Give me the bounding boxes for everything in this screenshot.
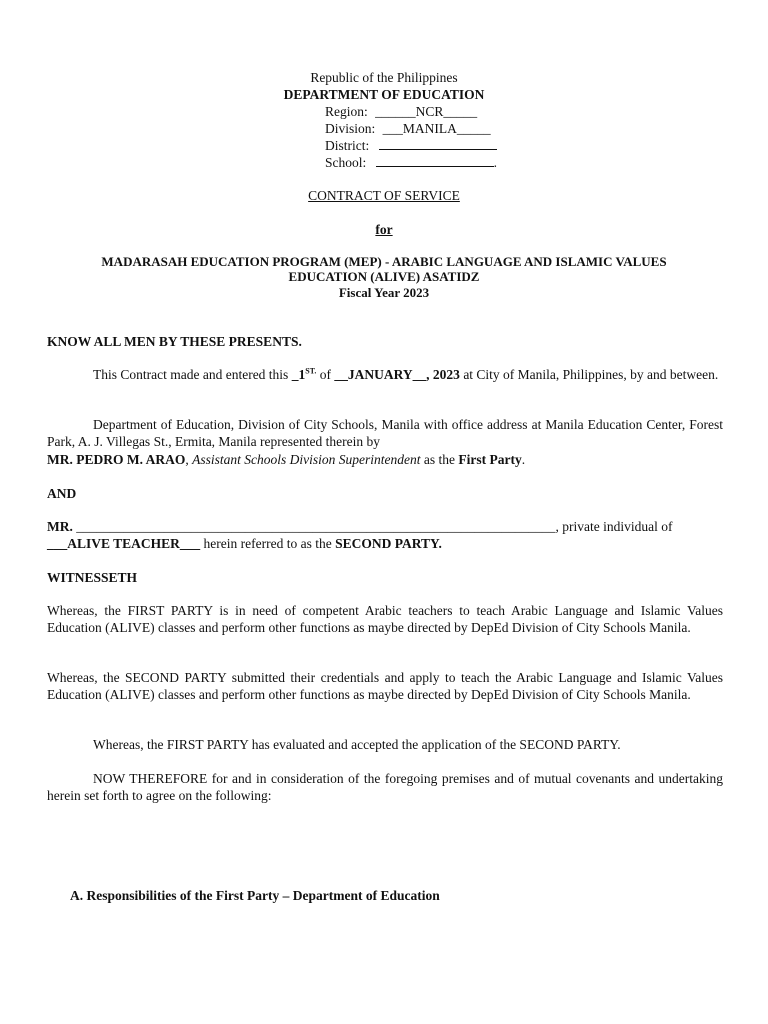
representative-name: MR. PEDRO M. ARAO — [47, 452, 186, 467]
first-party-label: First Party — [458, 452, 522, 467]
contract-day: _1 — [291, 367, 306, 382]
district-blank — [379, 137, 497, 150]
second-party-name-line: MR. _______________________________________________________________________, private individual of — [47, 519, 673, 534]
know-all-heading: KNOW ALL MEN BY THESE PRESENTS. — [47, 334, 302, 349]
program-line-1: MADARASAH EDUCATION PROGRAM (MEP) - ARABIC LANGUAGE AND ISLAMIC VALUES — [101, 254, 667, 269]
and-heading: AND — [47, 486, 77, 501]
representative-title: Assistant Schools Division Superintendent — [192, 452, 421, 467]
school-blank — [376, 154, 494, 167]
department-line: DEPARTMENT OF EDUCATION — [283, 87, 485, 102]
program-line-2: EDUCATION (ALIVE) ASATIDZ — [288, 269, 480, 284]
school-row: School: . — [325, 155, 498, 170]
for-label: for — [375, 222, 393, 237]
division-value: ___MANILA_____ — [382, 121, 491, 136]
contract-month-year: __JANUARY__, 2023 — [334, 367, 460, 382]
whereas-paragraph-3: Whereas, the FIRST PARTY has evaluated and accepted the application of the SECOND PARTY. — [93, 737, 621, 752]
district-row — [325, 137, 497, 154]
fiscal-year: Fiscal Year 2023 — [338, 285, 430, 300]
paragraph-first-party: Department of Education, Division of City Schools, Manila with office address at Manila Education Center, Forest Park, A. J. Villegas St., Ermita, Manila represented therein by — [47, 417, 723, 449]
alive-teacher-label: ___ALIVE TEACHER___ — [47, 536, 201, 551]
region-row — [325, 103, 477, 120]
division-row — [325, 120, 491, 137]
division-label: Division: — [325, 121, 376, 136]
whereas-paragraph-1: Whereas, the FIRST PARTY is in need of competent Arabic teachers to teach Arabic Language and Islamic Values Education (ALIVE) classes and perform other functions as maybe directed by DepEd Division of City Schools Manila. — [47, 603, 723, 635]
paragraph-contract-date: This Contract made and entered this $\_1^{ST.}$ of __JANUARY__, 2023 at City of Manila, Philippines, by and between. — [93, 366, 719, 382]
district-label: District: — [325, 138, 370, 153]
republic-line: Republic of the Philippines — [310, 70, 458, 85]
school-label: School: — [325, 155, 367, 170]
contract-day-suffix: ST. — [305, 366, 317, 376]
mr-label: MR. — [47, 519, 77, 534]
second-party-role-line: ___ALIVE TEACHER___ herein referred to as the SECOND PARTY. — [47, 536, 442, 551]
now-therefore-paragraph: NOW THEREFORE for and in consideration of the foregoing premises and of mutual covenants and undertaking herein set forth to agree on the following: — [47, 771, 723, 803]
region-label: Region: — [325, 104, 368, 119]
region-value: ______NCR_____ — [375, 104, 478, 119]
second-party-label: SECOND PARTY. — [335, 536, 442, 551]
contract-title: CONTRACT OF SERVICE — [308, 188, 460, 203]
second-party-name-blank: _______________________________________________________________________ — [76, 519, 556, 534]
witnesseth-heading: WITNESSETH — [47, 570, 138, 585]
section-a-heading: A. Responsibilities of the First Party – Department of Education — [70, 888, 440, 903]
whereas-paragraph-2: Whereas, the SECOND PARTY submitted their credentials and apply to teach the Arabic Language and Islamic Values Education (ALIVE) classes and perform other functions as maybe directed by DepEd Division of City Schools Manila. — [47, 670, 723, 702]
first-party-line: MR. PEDRO M. ARAO, Assistant Schools Division Superintendent as the First Party. — [47, 452, 526, 467]
